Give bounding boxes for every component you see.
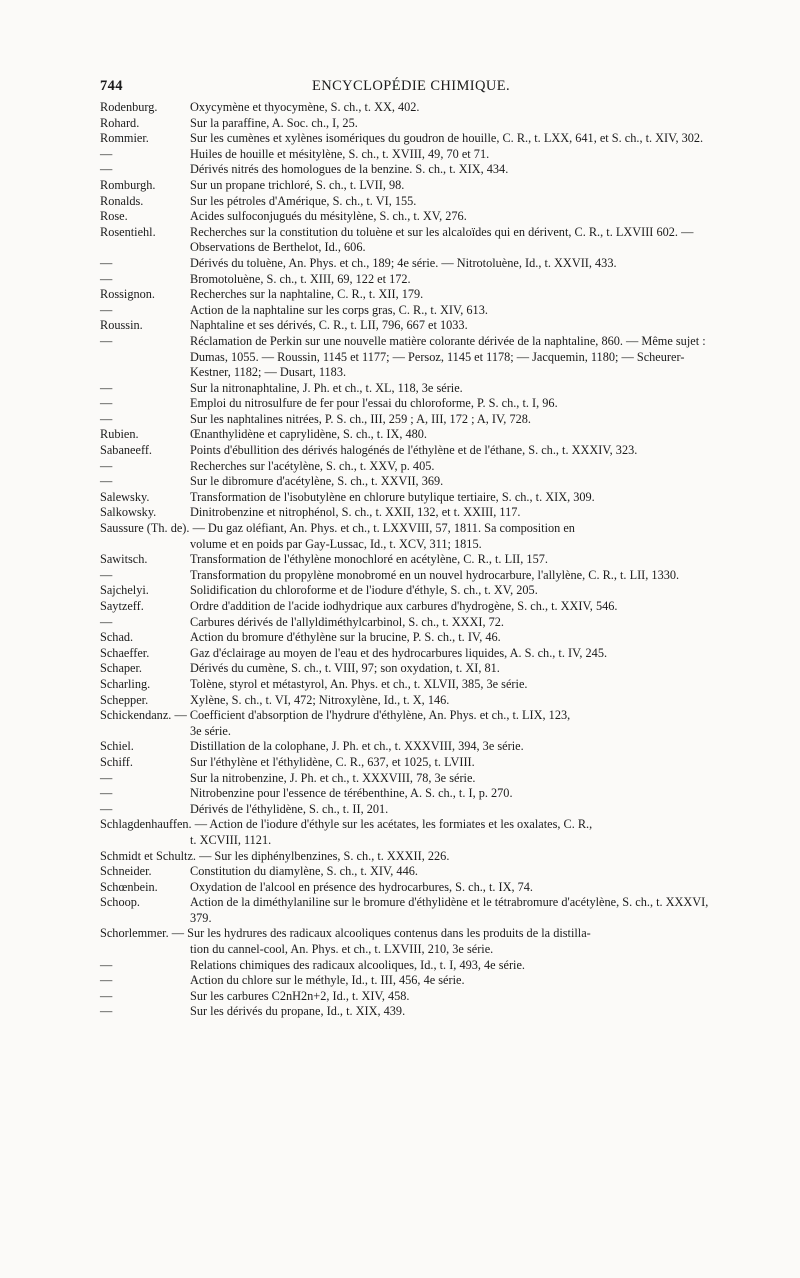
entry-author: Sabaneeff. — [100, 443, 153, 458]
entry-continuation: tion du cannel-cool, An. Phys. et ch., t. LXVIII, 210, 3e série. — [190, 942, 494, 957]
bibliography-entry — [100, 880, 722, 896]
entry-text: Recherches sur la naphtaline, C. R., t. XII, 179. — [190, 287, 424, 302]
entry-author: Schlagdenhauffen. — [100, 817, 192, 832]
bibliography-entry — [100, 661, 722, 677]
entry-author: Schaeffer. — [100, 645, 150, 660]
bibliography-entry — [100, 194, 722, 210]
entry-text: Sur les pétroles d'Amérique, S. ch., t. VI, 155. — [190, 193, 417, 208]
entry-author: — — [100, 988, 113, 1003]
bibliography-entry — [100, 583, 722, 599]
entry-text: Carbures dérivés de l'allyldiméthylcarbinol, S. ch., t. XXXI, 72. — [190, 614, 505, 629]
bibliography-entry — [100, 256, 722, 272]
entry-author: Sawitsch. — [100, 552, 148, 567]
entry-text: Transformation de l'isobutylène en chlorure butylique tertiaire, S. ch., t. XIX, 309. — [190, 489, 595, 504]
entry-text: Xylène, S. ch., t. VI, 472; Nitroxylène, Id., t. X, 146. — [190, 692, 450, 707]
entry-text: Sur les naphtalines nitrées, P. S. ch., III, 259 ; A, III, 172 ; A, IV, 728. — [190, 411, 531, 426]
bibliography-entry — [100, 693, 722, 709]
entry-text: Dérivés de l'éthylidène, S. ch., t. II, 201. — [190, 801, 389, 816]
entry-author: — — [100, 474, 113, 489]
bibliography-entry — [100, 162, 722, 178]
bibliography-entry — [100, 739, 722, 755]
bibliography-entry — [100, 178, 722, 194]
bibliography-entry — [100, 427, 722, 443]
bibliography-entry — [100, 568, 722, 584]
entry-text: Réclamation de Perkin sur une nouvelle matière colorante dérivée de la naphtaline, 860. — Même sujet : Dumas, 1055. — Roussin, 1145 et 1177; — Persoz, 1145 et 1178; — Jacquemin, 1180; — Scheurer-Kestner, 1182; — Dusart, 1183. — [190, 333, 706, 380]
entry-author: — — [100, 255, 113, 270]
entry-text: Dérivés du cumène, S. ch., t. VIII, 97; son oxydation, t. XI, 81. — [190, 661, 500, 676]
entry-author: Rose. — [100, 209, 128, 224]
entry-author: Rommier. — [100, 131, 149, 146]
entry-author: — — [100, 333, 113, 348]
entry-text: Naphtaline et ses dérivés, C. R., t. LII, 796, 667 et 1033. — [190, 318, 468, 333]
entry-text: Acides sulfoconjugués du mésitylène, S. ch., t. XV, 276. — [190, 209, 467, 224]
entry-author: — — [100, 770, 113, 785]
entry-text: Huiles de houille et mésitylène, S. ch., t. XVIII, 49, 70 et 71. — [190, 146, 490, 161]
entry-author: — — [100, 567, 113, 582]
entry-author: Schneider. — [100, 864, 152, 879]
entry-text: Action du chlore sur le méthyle, Id., t. III, 456, 4e série. — [190, 973, 465, 988]
bibliography-entry — [100, 802, 722, 818]
entry-text: Tolène, styrol et métastyrol, An. Phys. et ch., t. XLVII, 385, 3e série. — [190, 676, 528, 691]
bibliography-entry — [100, 209, 722, 225]
entry-author: Rossignon. — [100, 287, 156, 302]
bibliography-entry — [100, 1004, 722, 1020]
entry-text: Sur la nitrobenzine, J. Ph. et ch., t. XXXVIII, 78, 3e série. — [190, 770, 476, 785]
bibliography-entry — [100, 771, 722, 787]
bibliography-entry — [100, 272, 722, 288]
entry-continuation: t. XCVIII, 1121. — [190, 832, 272, 847]
entry-author: — — [100, 801, 113, 816]
entry-author: Rodenburg. — [100, 100, 158, 114]
entry-text: Sur l'éthylène et l'éthylidène, C. R., 637, et 1025, t. LVIII. — [190, 754, 475, 769]
entry-author: Schaper. — [100, 661, 143, 676]
entry-author: — — [100, 458, 113, 473]
entry-author: Salewsky. — [100, 489, 150, 504]
entry-author: Ronalds. — [100, 193, 144, 208]
page-number: 744 — [100, 78, 123, 94]
bibliography-entry — [100, 287, 722, 303]
entry-author: — — [100, 973, 113, 988]
entry-text: Action de la diméthylaniline sur le bromure d'éthylidène et le tétrabromure d'acétylène, S. ch., t. XXXVI, 379. — [190, 895, 709, 925]
bibliography-entry — [100, 459, 722, 475]
entry-author: Schad. — [100, 630, 134, 645]
entry-text: — Sur les hydrures des radicaux alcooliques contenus dans les produits de la distilla- — [171, 926, 591, 941]
entry-text: Oxydation de l'alcool en présence des hydrocarbures, S. ch., t. IX, 74. — [190, 879, 534, 894]
entry-author: — — [100, 146, 113, 161]
entry-text: Solidification du chloroforme et de l'iodure d'éthyle, S. ch., t. XV, 205. — [190, 583, 538, 598]
entry-author: Schiel. — [100, 739, 134, 754]
bibliography-entry — [100, 926, 722, 957]
entry-author: Saytzeff. — [100, 599, 144, 613]
bibliography-entry — [100, 147, 722, 163]
entry-author: — — [100, 271, 113, 286]
entry-author: Schepper. — [100, 692, 149, 707]
entry-continuation: 3e série. — [190, 723, 231, 738]
bibliography-entry — [100, 599, 722, 615]
bibliography-entry — [100, 989, 722, 1005]
entry-author: Schmidt et Schultz. — [100, 848, 196, 863]
entry-text: Sur les dérivés du propane, Id., t. XIX, 439. — [190, 1004, 406, 1019]
entry-text: Transformation du propylène monobromé en un nouvel hydrocarbure, l'allylène, C. R., t. LII, 1330. — [190, 567, 680, 582]
entry-text: Recherches sur l'acétylène, S. ch., t. XXV, p. 405. — [190, 458, 435, 473]
bibliography-entry — [100, 521, 722, 552]
bibliography-entry — [100, 318, 722, 334]
entry-text: Sur la paraffine, A. Soc. ch., I, 25. — [190, 115, 358, 130]
bibliography-entry — [100, 646, 722, 662]
bibliography-entry — [100, 864, 722, 880]
bibliography-entry — [100, 973, 722, 989]
bibliography-entry — [100, 225, 722, 256]
entry-text: Constitution du diamylène, S. ch., t. XIV, 446. — [190, 864, 418, 879]
entry-text: Œnanthylidène et caprylidène, S. ch., t. IX, 480. — [190, 427, 427, 442]
bibliography-entry — [100, 755, 722, 771]
bibliography-entry — [100, 615, 722, 631]
bibliography-list — [100, 100, 722, 1020]
entry-author: — — [100, 1004, 113, 1019]
bibliography-entry — [100, 708, 722, 739]
bibliography-entry — [100, 334, 722, 381]
entry-author: — — [100, 614, 113, 629]
entry-author: — — [100, 380, 113, 395]
entry-author: Rubien. — [100, 427, 139, 442]
entry-text: Recherches sur la constitution du toluène et sur les alcaloïdes qui en dérivent, C. R., t. LXVIII 602. — Observations de Berthelot, Id., 606. — [190, 224, 694, 255]
entry-text: Emploi du nitrosulfure de fer pour l'essai du chloroforme, P. S. ch., t. I, 96. — [190, 396, 558, 411]
entry-text: Transformation de l'éthylène monochloré en acétylène, C. R., t. LII, 157. — [190, 552, 548, 567]
entry-author: — — [100, 302, 113, 317]
bibliography-entry — [100, 474, 722, 490]
bibliography-entry — [100, 381, 722, 397]
bibliography-entry — [100, 443, 722, 459]
bibliography-entry — [100, 552, 722, 568]
entry-author: Salkowsky. — [100, 505, 157, 520]
entry-author: — — [100, 162, 113, 177]
entry-author: Saussure (Th. de). — [100, 521, 190, 536]
bibliography-entry — [100, 895, 722, 926]
bibliography-entry — [100, 412, 722, 428]
entry-author: Rosentiehl. — [100, 224, 156, 239]
entry-text: Points d'ébullition des dérivés halogénés de l'éthylène et de l'éthane, S. ch., t. XXXIV, 323. — [190, 443, 638, 458]
bibliography-entry — [100, 131, 722, 147]
entry-author: Romburgh. — [100, 177, 156, 192]
entry-text: Sur un propane trichloré, S. ch., t. LVII, 98. — [190, 177, 405, 192]
bibliography-entry — [100, 817, 722, 848]
bibliography-entry — [100, 786, 722, 802]
entry-text: — Action de l'iodure d'éthyle sur les acétates, les formiates et les oxalates, C. R., — [194, 817, 593, 832]
bibliography-entry — [100, 396, 722, 412]
running-title: ENCYCLOPÉDIE CHIMIQUE. — [311, 78, 511, 94]
entry-author: — — [100, 411, 113, 426]
entry-text: Sur la nitronaphtaline, J. Ph. et ch., t. XL, 118, 3e série. — [190, 380, 463, 395]
entry-text: Bromotoluène, S. ch., t. XIII, 69, 122 et 172. — [190, 271, 411, 286]
entry-text: Dérivés nitrés des homologues de la benzine. S. ch., t. XIX, 434. — [190, 162, 509, 177]
entry-author: Schœnbein. — [100, 879, 158, 894]
entry-author: Scharling. — [100, 676, 151, 691]
bibliography-entry — [100, 958, 722, 974]
bibliography-entry — [100, 303, 722, 319]
entry-author: Sajchelyi. — [100, 583, 149, 598]
entry-text: Sur le dibromure d'acétylène, S. ch., t. XXVII, 369. — [190, 474, 444, 489]
entry-text: Sur les cumènes et xylènes isomériques du goudron de houille, C. R., t. LXX, 641, et S. ch., t. XIV, 302. — [190, 131, 704, 146]
page-header — [100, 78, 722, 100]
entry-text: Gaz d'éclairage au moyen de l'eau et des hydrocarbures liquides, A. S. ch., t. IV, 245. — [190, 645, 608, 660]
entry-author: — — [100, 957, 113, 972]
entry-text: — Sur les diphénylbenzines, S. ch., t. XXXII, 226. — [199, 848, 450, 863]
entry-author: Schiff. — [100, 754, 133, 769]
entry-text: — Du gaz oléfiant, An. Phys. et ch., t. LXXVIII, 57, 1811. Sa composition en — [192, 521, 575, 536]
entry-author: — — [100, 786, 113, 801]
entry-author: Schickendanz. — [100, 708, 172, 723]
entry-text: Ordre d'addition de l'acide iodhydrique aux carbures d'hydrogène, S. ch., t. XXIV, 546. — [190, 599, 618, 613]
bibliography-entry — [100, 630, 722, 646]
bibliography-entry — [100, 505, 722, 521]
entry-text: Sur les carbures C2nH2n+2, Id., t. XIV, 458. — [190, 988, 410, 1003]
entry-text: Nitrobenzine pour l'essence de térébenthine, A. S. ch., t. I, p. 270. — [190, 786, 513, 801]
bibliography-entry — [100, 677, 722, 693]
entry-text: Action du bromure d'éthylène sur la brucine, P. S. ch., t. IV, 46. — [190, 630, 501, 645]
entry-author: Roussin. — [100, 318, 143, 333]
entry-author: Schorlemmer. — [100, 926, 169, 941]
bibliography-entry — [100, 849, 722, 865]
bibliography-entry — [100, 490, 722, 506]
entry-text: Dinitrobenzine et nitrophénol, S. ch., t. XXII, 132, et t. XXIII, 117. — [190, 505, 521, 520]
bibliography-entry — [100, 100, 722, 116]
bibliography-entry — [100, 116, 722, 132]
entry-text: Oxycymène et thyocymène, S. ch., t. XX, 402. — [190, 100, 420, 114]
entry-text: Dérivés du toluène, An. Phys. et ch., 189; 4e série. — Nitrotoluène, Id., t. XXVII, 433. — [190, 255, 617, 270]
entry-author: — — [100, 396, 113, 411]
entry-text: Relations chimiques des radicaux alcooliques, Id., t. I, 493, 4e série. — [190, 957, 525, 972]
entry-text: — Coefficient d'absorption de l'hydrure d'éthylène, An. Phys. et ch., t. LIX, 123, — [174, 708, 571, 723]
entry-text: Distillation de la colophane, J. Ph. et ch., t. XXXVIII, 394, 3e série. — [190, 739, 524, 754]
entry-author: Rohard. — [100, 115, 140, 130]
entry-author: Schoop. — [100, 895, 140, 910]
entry-text: Action de la naphtaline sur les corps gras, C. R., t. XIV, 613. — [190, 302, 488, 317]
page — [100, 78, 722, 1020]
entry-continuation: volume et en poids par Gay-Lussac, Id., t. XCV, 311; 1815. — [190, 536, 482, 551]
